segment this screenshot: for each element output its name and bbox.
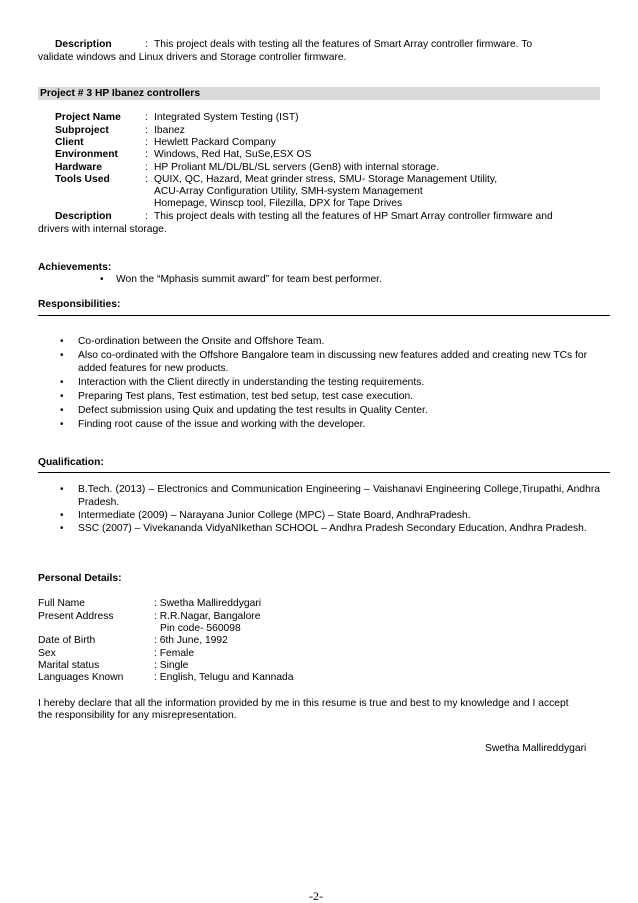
personal-value: : R.R.Nagar, Bangalore bbox=[154, 611, 261, 622]
p3-description-line1: This project deals with testing all the features of HP Smart Array controller firmware and bbox=[154, 211, 553, 222]
personal-label: Full Name bbox=[38, 598, 85, 609]
list-item: SSC (2007) – Vivekananda VidyaNIkethan SCHOOL – Andhra Pradesh Secondary Education, Andhra Pradesh. bbox=[78, 523, 587, 534]
personal-value: : Female bbox=[154, 648, 195, 659]
list-item: Also co-ordinated with the Offshore Bangalore team in discussing new features added and creating new TCs for added features for new products. bbox=[78, 350, 588, 374]
field-value: QUIX, QC, Hazard, Meat grinder stress, SMU- Storage Management Utility, bbox=[154, 174, 498, 185]
bullet-icon: • bbox=[60, 419, 64, 430]
personal-label: Marital status bbox=[38, 660, 100, 671]
bullet-icon: • bbox=[60, 336, 64, 347]
bullet-icon: • bbox=[60, 484, 64, 495]
field-label: Subproject bbox=[55, 125, 109, 136]
field-colon: : bbox=[145, 125, 148, 136]
bullet-icon: • bbox=[60, 405, 64, 416]
personal-value: : 6th June, 1992 bbox=[154, 635, 228, 646]
p3-description-label: Description bbox=[55, 211, 112, 222]
personal-label: Languages Known bbox=[38, 672, 124, 683]
bullet-icon: • bbox=[60, 391, 64, 402]
list-item: B.Tech. (2013) – Electronics and Communication Engineering – Vaishanavi Engineering College,Tirupathi, Andhra Pradesh. bbox=[78, 484, 600, 508]
p2-description-line2: validate windows and Linux drivers and Storage controller firmware. bbox=[38, 52, 347, 63]
bullet-icon: • bbox=[60, 350, 64, 361]
field-label: Tools Used bbox=[55, 174, 110, 185]
personal-value: : Swetha Mallireddygari bbox=[154, 598, 262, 609]
personal-value: Pin code- 560098 bbox=[160, 623, 241, 634]
field-label: Environment bbox=[55, 149, 118, 160]
field-value: HP Proliant ML/DL/BL/SL servers (Gen8) with internal storage. bbox=[154, 162, 440, 173]
p2-description-colon: : bbox=[145, 39, 148, 50]
page-number: -2- bbox=[309, 889, 323, 903]
p3-description-line2: drivers with internal storage. bbox=[38, 224, 167, 235]
bullet-icon: • bbox=[60, 523, 64, 534]
field-value: Hewlett Packard Company bbox=[154, 137, 276, 148]
achievement-item: Won the “Mphasis summit award” for team best performer. bbox=[116, 274, 382, 285]
field-colon: : bbox=[145, 112, 148, 123]
bullet-icon: • bbox=[60, 377, 64, 388]
bullet-icon: • bbox=[60, 510, 64, 521]
bullet-icon: • bbox=[100, 274, 104, 285]
tools-continuation: ACU-Array Configuration Utility, SMH-system Management bbox=[154, 186, 423, 197]
personal-value: : Single bbox=[154, 660, 189, 671]
project3-heading: Project # 3 HP Ibanez controllers bbox=[40, 88, 201, 99]
field-colon: : bbox=[145, 137, 148, 148]
section-divider bbox=[38, 472, 610, 473]
field-value: Ibanez bbox=[154, 125, 185, 136]
section-divider bbox=[38, 315, 610, 316]
p2-description-label: Description bbox=[55, 39, 112, 50]
field-label: Client bbox=[55, 137, 84, 148]
field-label: Hardware bbox=[55, 162, 102, 173]
field-value: Integrated System Testing (IST) bbox=[154, 112, 299, 123]
list-item: Intermediate (2009) – Narayana Junior College (MPC) – State Board, AndhraPradesh. bbox=[78, 510, 471, 521]
field-colon: : bbox=[145, 174, 148, 185]
declaration-line2: the responsibility for any misrepresentation. bbox=[38, 710, 237, 721]
list-item: Co-ordination between the Onsite and Offshore Team. bbox=[78, 336, 325, 347]
qualification-heading: Qualification: bbox=[38, 457, 104, 468]
p2-description-line1: This project deals with testing all the features of Smart Array controller firmware. To bbox=[154, 39, 533, 50]
personal-value: : English, Telugu and Kannada bbox=[154, 672, 294, 683]
field-colon: : bbox=[145, 211, 148, 222]
field-colon: : bbox=[145, 162, 148, 173]
list-item: Finding root cause of the issue and working with the developer. bbox=[78, 419, 366, 430]
signature: Swetha Mallireddygari bbox=[485, 743, 587, 754]
field-label: Project Name bbox=[55, 112, 121, 123]
declaration-line1: I hereby declare that all the information provided by me in this resume is true and best to my knowledge and I accept bbox=[38, 698, 569, 709]
personal-heading: Personal Details: bbox=[38, 573, 122, 584]
personal-label: Date of Birth bbox=[38, 635, 96, 646]
list-item: Defect submission using Quix and updating the test results in Quality Center. bbox=[78, 405, 428, 416]
personal-label: Sex bbox=[38, 648, 56, 659]
achievements-heading: Achievements: bbox=[38, 262, 112, 273]
list-item: Interaction with the Client directly in understanding the testing requirements. bbox=[78, 377, 425, 388]
field-colon: : bbox=[145, 149, 148, 160]
field-value: Windows, Red Hat, SuSe,ESX OS bbox=[154, 149, 312, 160]
tools-continuation: Homepage, Winscp tool, Filezilla, DPX for Tape Drives bbox=[154, 198, 403, 209]
personal-label: Present Address bbox=[38, 611, 114, 622]
responsibilities-heading: Responsibilities: bbox=[38, 299, 121, 310]
list-item: Preparing Test plans, Test estimation, test bed setup, test case execution. bbox=[78, 391, 414, 402]
